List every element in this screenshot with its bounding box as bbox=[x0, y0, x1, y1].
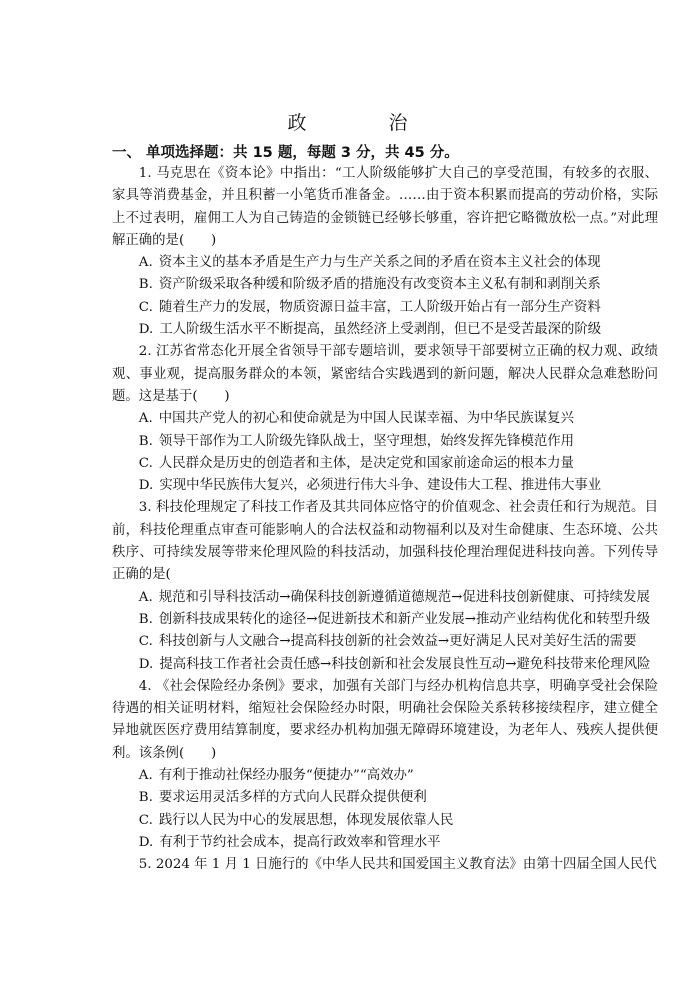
question-stem: 4. 《社会保险经办条例》要求，加强有关部门与经办机构信息共享，明确享受社会保险待遇的相关证明材料，缩短社会保险经办时限，明确社会保险关系转移接续程序，建立健全异地就医医疗费用结算制度，要求经办机构加强无障碍环境建设，为老年人、残疾人提供便利。该条例( ) bbox=[112, 678, 658, 761]
option-letter: B. bbox=[138, 611, 153, 627]
option-letter: D. bbox=[138, 656, 154, 672]
option-letter: C. bbox=[138, 299, 153, 315]
option-letter: D. bbox=[138, 478, 154, 494]
option-text: 人民群众是历史的创造者和主体，是决定党和国家前途命运的根本力量 bbox=[158, 455, 574, 471]
question-stem: 5. 2024 年 1 月 1 日施行的《中华人民共和国爱国主义教育法》由第十四届全国人民代 bbox=[138, 857, 657, 873]
question-stem: 3. 科技伦理规定了科技工作者及其共同体应恪守的价值观念、社会责任和行为规范。目前，科技伦理重点审查可能影响人的合法权益和动物福利以及对生命健康、生态环境、公共秩序、可持续发展等带来伦理风险的科技活动，加强科技伦理治理促进科技向善。下列传导正确的是( bbox=[112, 500, 658, 583]
option-d[interactable] bbox=[112, 654, 658, 676]
option-text: 资本主义的基本矛盾是生产力与生产关系之间的矛盾在资本主义社会的体现 bbox=[158, 255, 601, 271]
option-letter: C. bbox=[138, 455, 153, 471]
option-text: 实现中华民族伟大复兴，必须进行伟大斗争、建设伟大工程、推进伟大事业 bbox=[159, 478, 602, 494]
option-c[interactable] bbox=[112, 631, 658, 653]
option-text: 中国共产党人的初心和使命就是为中国人民谋幸福、为中华民族谋复兴 bbox=[158, 411, 574, 427]
option-letter: A. bbox=[138, 768, 153, 784]
option-d[interactable] bbox=[112, 832, 658, 854]
option-c[interactable] bbox=[112, 297, 658, 319]
question-5 bbox=[112, 854, 658, 876]
section-heading: 一、 单项选择题：共 15 题，每题 3 分，共 45 分。 bbox=[112, 145, 459, 161]
option-letter: C. bbox=[138, 634, 153, 650]
question-2 bbox=[112, 341, 658, 497]
option-text: 随着生产力的发展，物质资源日益丰富，工人阶级开始占有一部分生产资料 bbox=[158, 299, 601, 315]
option-letter: A. bbox=[138, 411, 153, 427]
question-3 bbox=[112, 497, 658, 675]
option-text: 规范和引导科技活动→确保科技创新遵循道德规范→促进科技创新健康、可持续发展 bbox=[158, 589, 650, 605]
option-c[interactable] bbox=[112, 453, 658, 475]
option-letter: B. bbox=[138, 277, 153, 293]
option-c[interactable] bbox=[112, 810, 658, 832]
option-letter: A. bbox=[138, 255, 153, 271]
option-a[interactable] bbox=[112, 587, 658, 609]
question-1 bbox=[112, 163, 658, 341]
option-text: 创新科技成果转化的途径→促进新技术和新产业发展→推动产业结构优化和转型升级 bbox=[158, 611, 651, 627]
option-b[interactable] bbox=[112, 609, 658, 631]
question-stem: 1. 马克思在《资本论》中指出：“工人阶级能够扩大自己的享受范围，有较多的衣服、家具等消费基金，并且积蓄一小笔货币准备金。……由于资本积累而提高的劳动价格，实际上不过表明，雇佣工人为自己铸造的金锁链已经够长够重，容许把它略微放松一点。”对此理解正确的是( ) bbox=[112, 166, 658, 248]
option-text: 资产阶级采取各种缓和阶级矛盾的措施没有改变资本主义私有制和剥削关系 bbox=[158, 277, 601, 293]
option-text: 科技创新与人文融合→提高科技创新的社会效益→更好满足人民对美好生活的需要 bbox=[158, 634, 637, 650]
option-a[interactable] bbox=[112, 252, 658, 274]
option-letter: D. bbox=[138, 322, 154, 338]
option-a[interactable] bbox=[112, 765, 658, 787]
option-text: 提高科技工作者社会责任感→科技创新和社会发展良性互动→避免科技带来伦理风险 bbox=[159, 656, 651, 672]
option-b[interactable] bbox=[112, 274, 658, 296]
question-4 bbox=[112, 676, 658, 854]
page-title: 政 治 bbox=[287, 112, 446, 134]
option-text: 要求运用灵活多样的方式向人民群众提供便利 bbox=[158, 790, 427, 806]
option-b[interactable] bbox=[112, 787, 658, 809]
question-list bbox=[112, 163, 658, 877]
option-letter: B. bbox=[138, 433, 153, 449]
option-d[interactable] bbox=[112, 475, 658, 497]
option-letter: D. bbox=[138, 834, 154, 850]
option-text: 践行以人民为中心的发展思想，体现发展依靠人民 bbox=[158, 812, 454, 828]
option-letter: B. bbox=[138, 790, 153, 806]
option-text: 工人阶级生活水平不断提高，虽然经济上受剥削，但已不是受苦最深的阶级 bbox=[159, 322, 602, 338]
option-a[interactable] bbox=[112, 408, 658, 430]
question-stem: 2. 江苏省常态化开展全省领导干部专题培训，要求领导干部要树立正确的权力观、政绩观、事业观，提高服务群众的本领，紧密结合实践遇到的新问题，解决人民群众急难愁盼问题。这是基于( ) bbox=[112, 344, 658, 404]
option-text: 有利于节约社会成本，提高行政效率和管理水平 bbox=[159, 834, 441, 850]
option-b[interactable] bbox=[112, 431, 658, 453]
option-text: 有利于推动社保经办服务“便捷办”“高效办” bbox=[158, 768, 414, 784]
option-letter: A. bbox=[138, 589, 153, 605]
option-letter: C. bbox=[138, 812, 153, 828]
option-d[interactable] bbox=[112, 319, 658, 341]
option-text: 领导干部作为工人阶级先锋队战士，坚守理想，始终发挥先锋模范作用 bbox=[158, 433, 575, 449]
